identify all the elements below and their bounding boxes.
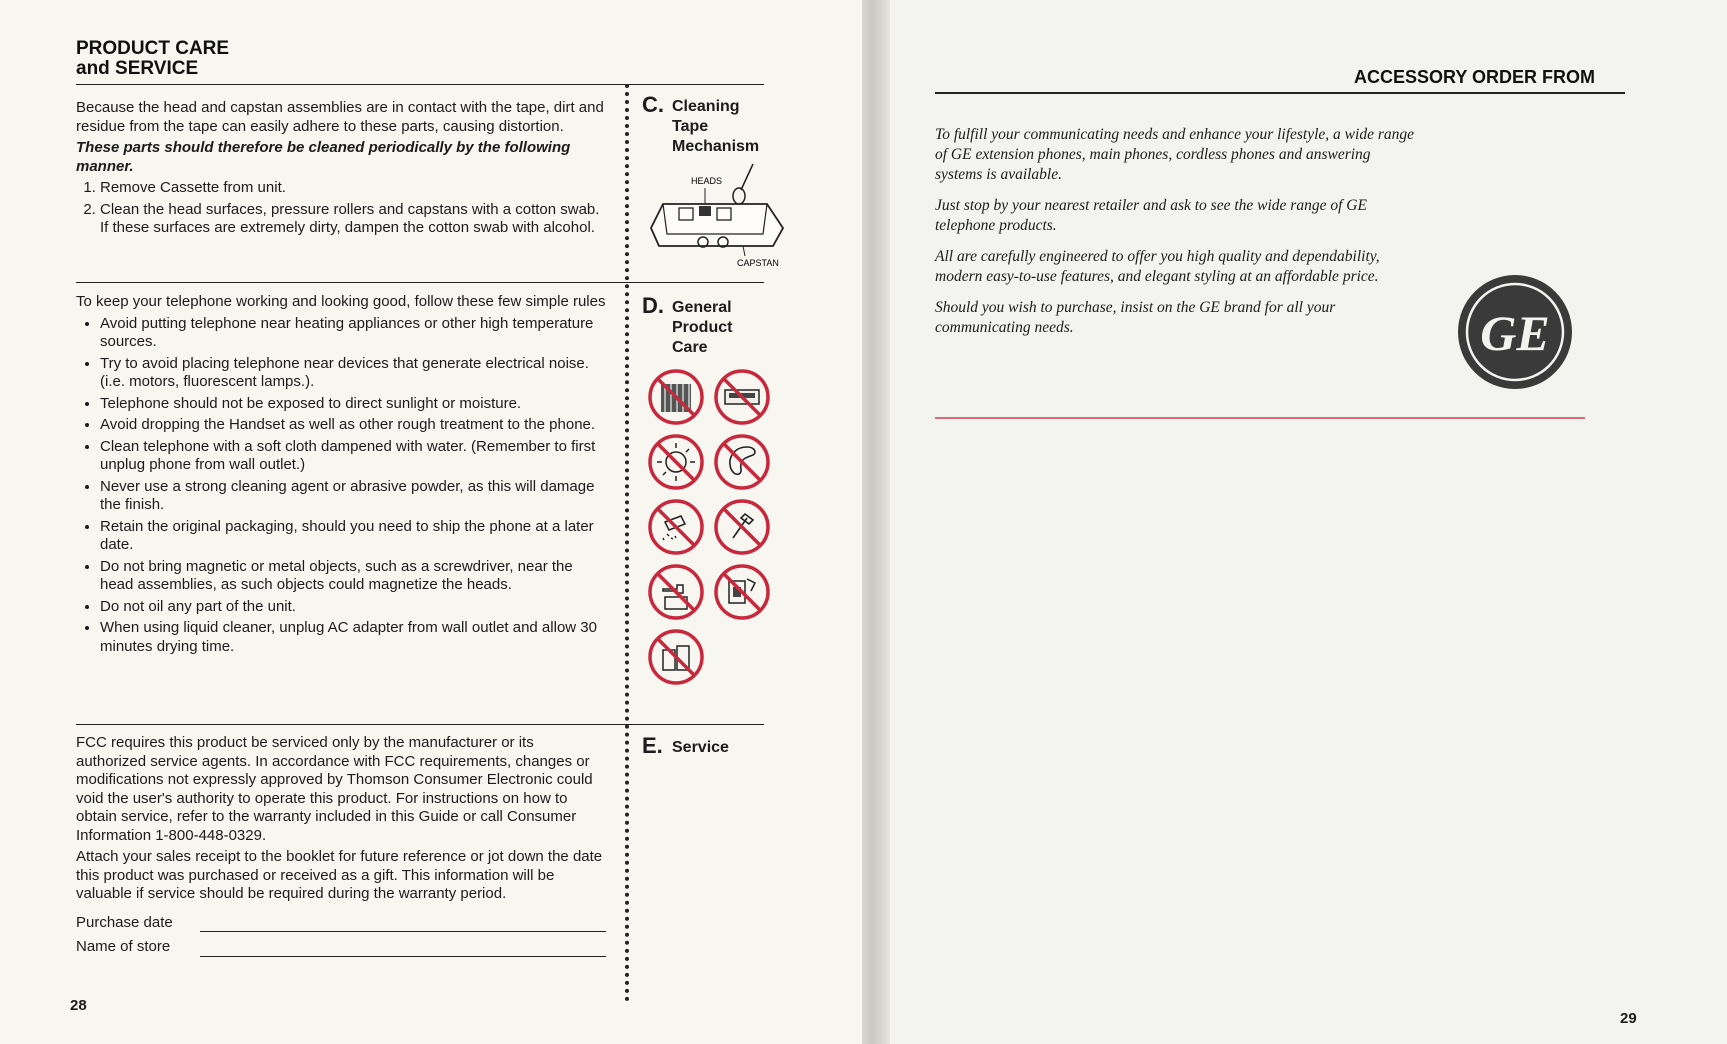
section-name-line: General — [672, 299, 732, 316]
cleaning-text — [76, 99, 606, 241]
top-rule — [76, 84, 764, 85]
capstan-label: CAPSTAN — [737, 258, 779, 268]
no-oil-icon — [647, 563, 705, 621]
accessory-paragraph: All are carefully engineered to offer you high quality and dependability, modern easy-to-use features, and elegant styling at an affordable price. — [935, 248, 1380, 285]
no-liquid-cleaner-plugged-icon — [713, 563, 771, 621]
care-rule: • When using liquid cleaner, unplug AC adapter from wall outlet and allow 30 minutes drying time. — [100, 619, 606, 656]
tape-mechanism-illustration — [645, 160, 790, 272]
section-letter: E. — [642, 733, 663, 758]
ge-logo — [1455, 272, 1575, 392]
page-number: 28 — [70, 997, 87, 1014]
page-number: 29 — [1620, 1010, 1637, 1027]
title-rule — [935, 92, 1625, 94]
no-sunlight-icon — [647, 433, 705, 491]
store-name-field — [76, 938, 606, 957]
section-name-line: Mechanism — [672, 138, 760, 155]
no-cleaning-bottles-icon — [647, 628, 705, 686]
cleaning-emphasis: These parts should therefore be cleaned periodically by the following manner. — [76, 139, 571, 175]
care-rule: • Never use a strong cleaning agent or abrasive powder, as this will damage the finish. — [100, 478, 606, 515]
section-rule — [76, 724, 764, 725]
purchase-date-label: Purchase date — [76, 913, 173, 931]
care-rule: • Try to avoid placing telephone near devices that generate electrical noise. (i.e. motors, fluorescent lamps.). — [100, 355, 606, 392]
accessory-body — [935, 125, 1415, 349]
no-screwdriver-icon — [713, 498, 771, 556]
section-name-line: Care — [672, 339, 708, 356]
page-title — [76, 39, 229, 79]
section-name — [672, 298, 732, 358]
pink-divider — [935, 417, 1585, 419]
service-text — [76, 734, 606, 957]
store-name-line — [200, 942, 606, 957]
section-name-line: Product — [672, 319, 733, 336]
section-rule — [76, 282, 764, 283]
care-rule: • Do not oil any part of the unit. — [100, 598, 606, 617]
book-spine — [862, 0, 890, 1044]
care-rule: • Retain the original packaging, should you need to ship the phone at a later date. — [100, 518, 606, 555]
purchase-date-field — [76, 914, 606, 933]
section-name-line: Tape — [672, 118, 709, 135]
cleaning-step: 1. Remove Cassette from unit. — [100, 179, 606, 198]
store-name-label: Name of store — [76, 938, 171, 955]
care-rule: • Do not bring magnetic or metal objects, such as a screwdriver, near the head assemblies, as such objects could magnetize the heads. — [100, 558, 606, 595]
care-rules-list — [76, 315, 606, 657]
accessory-paragraph: To fulfill your communicating needs and enhance your lifestyle, a wide range of GE extension phones, main phones, cordless phones and answering systems is available. — [935, 126, 1414, 183]
cleaning-intro: Because the head and capstan assemblies are in contact with the tape, dirt and residue from the tape can easily adhere to these parts, causing distortion. — [76, 99, 604, 135]
title-line-1: PRODUCT CARE — [76, 38, 230, 59]
service-para-1: FCC requires this product be serviced only by the manufacturer or its authorized service agents. In accordance with FCC requirements, changes or modifications not expressly approved by Thomson Consumer Electronic could void the user's authority to operate this product. For instructions on how to obtain service, refer to the warranty included in this Guide or call Consumer Information 1-800-448-0329. — [76, 734, 593, 844]
section-name: Service — [672, 739, 729, 756]
accessory-title: ACCESSORY ORDER FROM — [1354, 67, 1596, 87]
general-intro: To keep your telephone working and looking good, follow these few simple rules — [76, 293, 606, 310]
service-para-2: Attach your sales receipt to the booklet for future reference or jot down the date this product was purchased or received as a gift. This information will be valuable if service should be required during the warranty period. — [76, 848, 603, 902]
cleaning-step: 2. Clean the head surfaces, pressure rollers and capstans with a cotton swab. If these surfaces are extremely dirty, dampen the cotton swab with alcohol. — [100, 201, 606, 238]
dotted-divider — [625, 84, 629, 1002]
accessory-paragraph: Just stop by your nearest retailer and ask to see the wide range of GE telephone products. — [935, 197, 1367, 234]
ge-logo-text: GE — [1480, 305, 1550, 361]
no-electrical-noise-icon — [713, 368, 771, 426]
care-rule: • Avoid dropping the Handset as well as other rough treatment to the phone. — [100, 416, 606, 435]
care-rule: • Clean telephone with a soft cloth dampened with water. (Remember to first unplug phone from wall outlet.) — [100, 438, 606, 475]
care-rule: • Avoid putting telephone near heating appliances or other high temperature sources. — [100, 315, 606, 352]
section-letter: D. — [642, 293, 664, 318]
no-dropping-handset-icon — [713, 433, 771, 491]
no-heat-icon — [647, 368, 705, 426]
title-line-2: and SERVICE — [76, 58, 199, 79]
no-abrasive-powder-icon — [647, 498, 705, 556]
section-name — [672, 97, 759, 157]
section-letter: C. — [642, 92, 664, 117]
section-name-line: Cleaning — [672, 98, 740, 115]
purchase-date-line — [200, 917, 606, 932]
care-rule: • Telephone should not be exposed to direct sunlight or moisture. — [100, 395, 606, 414]
cleaning-steps — [76, 179, 606, 238]
accessory-paragraph: Should you wish to purchase, insist on the GE brand for all your communicating needs. — [935, 299, 1336, 336]
heads-label: HEADS — [691, 176, 723, 186]
general-care-text — [76, 293, 606, 659]
